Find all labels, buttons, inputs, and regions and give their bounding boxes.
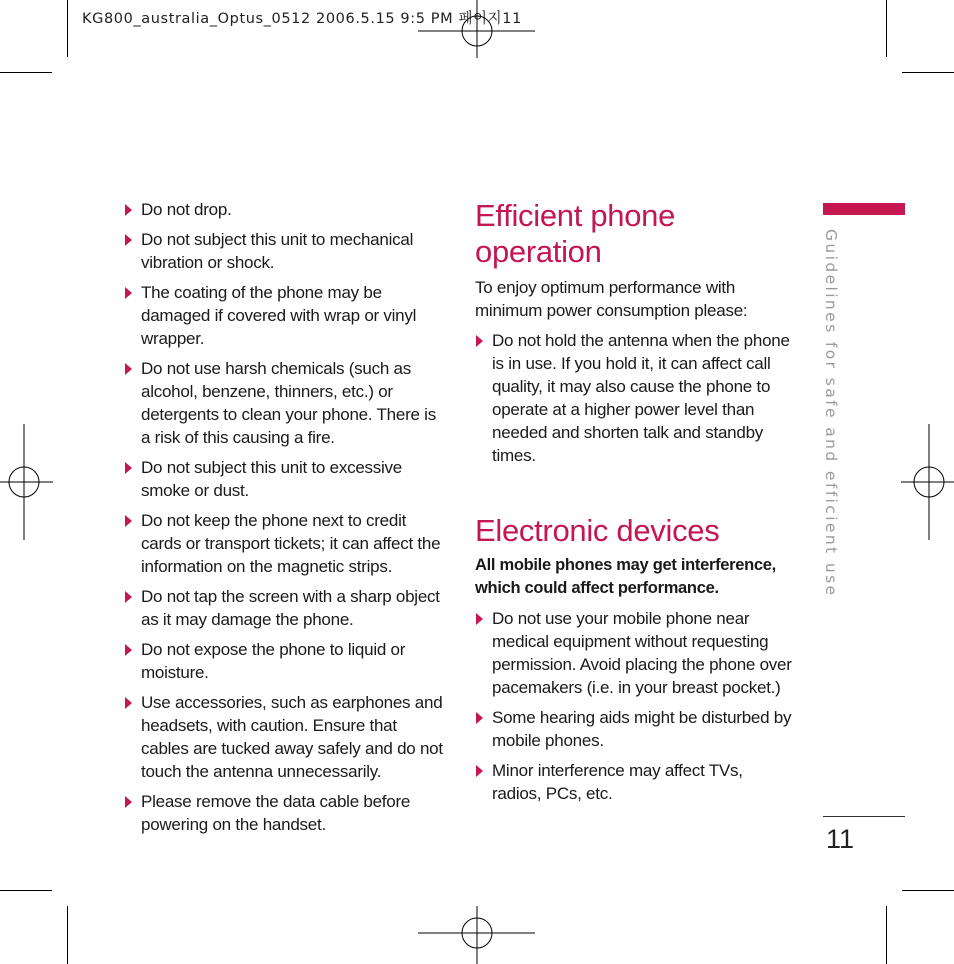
list-item: Do not tap the screen with a sharp object as it may damage the phone. (124, 585, 444, 631)
print-slug-line: KG800_australia_Optus_0512 2006.5.15 9:5 PM 페이지11 (82, 11, 522, 27)
side-section-title: Guidelines for safe and efficient use (822, 229, 840, 598)
page-number-rule (823, 816, 905, 817)
triangle-bullet-icon (476, 335, 483, 347)
crop-mark (886, 0, 887, 57)
crop-mark (67, 906, 68, 964)
crop-mark (0, 72, 52, 73)
right-column (475, 198, 795, 812)
list-item: Do not expose the phone to liquid or moisture. (124, 638, 444, 684)
triangle-bullet-icon (125, 287, 132, 299)
list-item: Do not hold the antenna when the phone is in use. If you hold it, it can affect call quality, it may also cause the phone to operate at a higher power level than needed and shorten talk and standby times. (475, 329, 795, 467)
registration-mark-icon (900, 424, 954, 540)
triangle-bullet-icon (125, 796, 132, 808)
list-item: Do not subject this unit to mechanical vibration or shock. (124, 228, 444, 274)
crop-mark (67, 0, 68, 57)
list-item: Use accessories, such as earphones and headsets, with caution. Ensure that cables are tucked away safely and do not touch the antenna unnecessarily. (124, 691, 444, 783)
list-item: The coating of the phone may be damaged if covered with wrap or vinyl wrapper. (124, 281, 444, 350)
crop-mark (902, 72, 954, 73)
registration-mark-icon (0, 424, 54, 540)
precautions-list (124, 198, 444, 836)
registration-mark-icon (418, 904, 536, 964)
triangle-bullet-icon (125, 591, 132, 603)
section-tab-marker (823, 203, 905, 215)
left-column (124, 198, 444, 843)
electronic-intro-text: All mobile phones may get interference, which could affect performance. (475, 556, 776, 597)
list-item: Do not keep the phone next to credit cards or transport tickets; it can affect the information on the magnetic strips. (124, 509, 444, 578)
efficient-operation-heading: Efficient phone operation (475, 198, 676, 269)
efficient-intro-text: To enjoy optimum performance with minimum power consumption please: (475, 278, 748, 320)
triangle-bullet-icon (125, 644, 132, 656)
list-item: Do not drop. (124, 198, 444, 221)
triangle-bullet-icon (125, 697, 132, 709)
triangle-bullet-icon (125, 462, 132, 474)
list-item: Please remove the data cable before powering on the handset. (124, 790, 444, 836)
triangle-bullet-icon (125, 204, 132, 216)
page-number: 11 (826, 824, 855, 854)
list-item: Do not use your mobile phone near medical equipment without requesting permission. Avoid placing the phone over pacemakers (i.e. in your breast pocket.) (475, 607, 795, 699)
list-item: Some hearing aids might be disturbed by mobile phones. (475, 706, 795, 752)
registration-mark-icon (418, 0, 536, 60)
triangle-bullet-icon (476, 765, 483, 777)
list-item: Do not use harsh chemicals (such as alcohol, benzene, thinners, etc.) or detergents to clean your phone. There is a risk of this causing a fire. (124, 357, 444, 449)
efficient-list (475, 329, 795, 467)
triangle-bullet-icon (125, 515, 132, 527)
list-item: Minor interference may affect TVs, radios, PCs, etc. (475, 759, 795, 805)
triangle-bullet-icon (476, 712, 483, 724)
crop-mark (886, 906, 887, 964)
triangle-bullet-icon (125, 234, 132, 246)
triangle-bullet-icon (125, 363, 132, 375)
crop-mark (0, 890, 52, 891)
electronic-list (475, 607, 795, 805)
electronic-devices-heading: Electronic devices (475, 513, 720, 548)
crop-mark (902, 890, 954, 891)
list-item: Do not subject this unit to excessive smoke or dust. (124, 456, 444, 502)
triangle-bullet-icon (476, 613, 483, 625)
